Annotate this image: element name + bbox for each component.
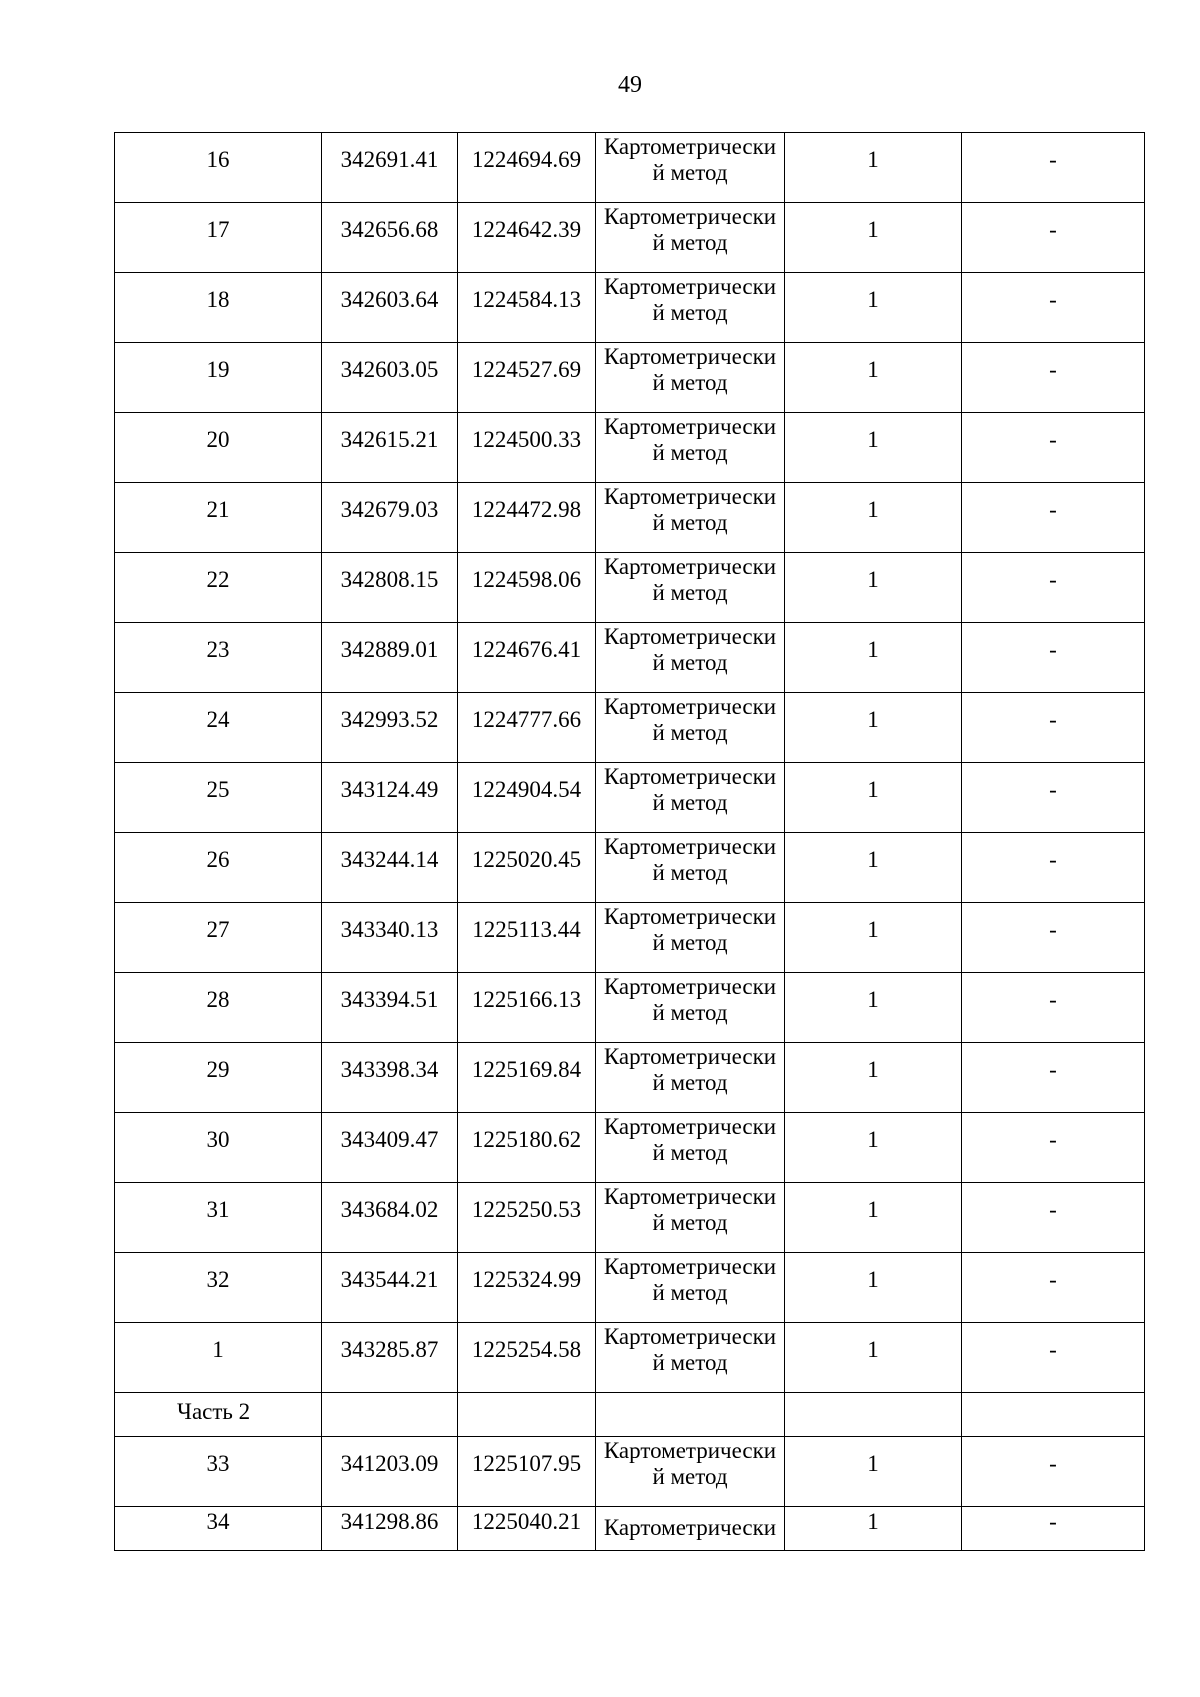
coord-y: 1225107.95	[458, 1437, 596, 1507]
accuracy-value: 1	[785, 1507, 962, 1551]
method-line-2: й метод	[652, 1000, 728, 1025]
coord-y: 1224584.13	[458, 273, 596, 343]
coord-x: 342603.64	[322, 273, 458, 343]
method-cell	[596, 1183, 785, 1253]
coord-x: 342656.68	[322, 203, 458, 273]
method-line-1: Картометрически	[603, 1324, 777, 1349]
accuracy-value: 1	[785, 973, 962, 1043]
method-line-1: Картометрически	[603, 624, 777, 649]
accuracy-value: 1	[785, 273, 962, 343]
description-value: -	[962, 763, 1145, 833]
method-line-1: Картометрически	[603, 344, 777, 369]
method-cell	[596, 623, 785, 693]
table-row	[115, 1253, 1145, 1323]
method-line-1: Картометрически	[603, 1515, 777, 1540]
accuracy-value: 1	[785, 1323, 962, 1393]
table-row	[115, 763, 1145, 833]
point-number: 23	[115, 623, 322, 693]
part-header-row	[115, 1393, 1145, 1437]
coord-y: 1225020.45	[458, 833, 596, 903]
description-value: -	[962, 693, 1145, 763]
coord-x: 343124.49	[322, 763, 458, 833]
coord-y: 1225324.99	[458, 1253, 596, 1323]
coord-y: 1224777.66	[458, 693, 596, 763]
description-value: -	[962, 273, 1145, 343]
method-line-2: й метод	[652, 230, 728, 255]
empty-cell	[962, 1393, 1145, 1437]
description-value: -	[962, 133, 1145, 203]
table-row	[115, 1507, 1145, 1551]
table-row	[115, 623, 1145, 693]
coord-y: 1225166.13	[458, 973, 596, 1043]
empty-cell	[785, 1393, 962, 1437]
coord-y: 1225169.84	[458, 1043, 596, 1113]
coord-x: 342691.41	[322, 133, 458, 203]
description-value: -	[962, 1253, 1145, 1323]
coord-y: 1224472.98	[458, 483, 596, 553]
table-row	[115, 343, 1145, 413]
method-line-2: й метод	[652, 1210, 728, 1235]
method-line-2: й метод	[652, 650, 728, 675]
method-line-2: й метод	[652, 580, 728, 605]
point-number: 34	[115, 1507, 322, 1551]
method-line-1: Картометрически	[603, 1184, 777, 1209]
table-row	[115, 903, 1145, 973]
method-line-1: Картометрически	[603, 554, 777, 579]
method-cell	[596, 1507, 785, 1551]
point-number: 24	[115, 693, 322, 763]
accuracy-value: 1	[785, 693, 962, 763]
description-value: -	[962, 1437, 1145, 1507]
method-cell	[596, 973, 785, 1043]
method-line-2: й метод	[652, 720, 728, 745]
description-value: -	[962, 483, 1145, 553]
coord-x: 343244.14	[322, 833, 458, 903]
method-cell	[596, 413, 785, 483]
accuracy-value: 1	[785, 903, 962, 973]
coord-y: 1225254.58	[458, 1323, 596, 1393]
coord-x: 341203.09	[322, 1437, 458, 1507]
coordinates-table	[114, 132, 1145, 1551]
coord-x: 343285.87	[322, 1323, 458, 1393]
method-line-1: Картометрически	[603, 834, 777, 859]
point-number: 25	[115, 763, 322, 833]
point-number: 26	[115, 833, 322, 903]
coord-y: 1225113.44	[458, 903, 596, 973]
table-row	[115, 1183, 1145, 1253]
method-line-2: й метод	[652, 440, 728, 465]
coord-y: 1224500.33	[458, 413, 596, 483]
point-number: 32	[115, 1253, 322, 1323]
coord-y: 1224642.39	[458, 203, 596, 273]
method-line-2: й метод	[652, 1350, 728, 1375]
table-row	[115, 413, 1145, 483]
point-number: 27	[115, 903, 322, 973]
coord-y: 1224598.06	[458, 553, 596, 623]
method-line-1: Картометрически	[603, 764, 777, 789]
method-cell	[596, 833, 785, 903]
part-1-rows	[115, 133, 1145, 1393]
empty-cell	[458, 1393, 596, 1437]
point-number: 30	[115, 1113, 322, 1183]
table-row	[115, 203, 1145, 273]
accuracy-value: 1	[785, 413, 962, 483]
accuracy-value: 1	[785, 483, 962, 553]
method-line-2: й метод	[652, 1140, 728, 1165]
part-2-rows	[115, 1393, 1145, 1551]
accuracy-value: 1	[785, 203, 962, 273]
table-row	[115, 553, 1145, 623]
description-value: -	[962, 413, 1145, 483]
point-number: 28	[115, 973, 322, 1043]
coord-y: 1225180.62	[458, 1113, 596, 1183]
accuracy-value: 1	[785, 343, 962, 413]
coord-x: 343340.13	[322, 903, 458, 973]
coord-y: 1225040.21	[458, 1507, 596, 1551]
coord-x: 343544.21	[322, 1253, 458, 1323]
point-number: 33	[115, 1437, 322, 1507]
description-value: -	[962, 1507, 1145, 1551]
method-line-1: Картометрически	[603, 1254, 777, 1279]
accuracy-value: 1	[785, 1437, 962, 1507]
table-row	[115, 273, 1145, 343]
page-number: 49	[618, 72, 642, 98]
method-line-2: й метод	[652, 1280, 728, 1305]
method-line-1: Картометрически	[603, 694, 777, 719]
coord-x: 342808.15	[322, 553, 458, 623]
point-number: 16	[115, 133, 322, 203]
method-line-2: й метод	[652, 790, 728, 815]
description-value: -	[962, 833, 1145, 903]
method-cell	[596, 763, 785, 833]
method-line-1: Картометрически	[603, 414, 777, 439]
method-cell	[596, 903, 785, 973]
point-number: 20	[115, 413, 322, 483]
coord-y: 1224676.41	[458, 623, 596, 693]
description-value: -	[962, 1183, 1145, 1253]
description-value: -	[962, 553, 1145, 623]
point-number: 1	[115, 1323, 322, 1393]
accuracy-value: 1	[785, 833, 962, 903]
method-cell	[596, 1043, 785, 1113]
point-number: 19	[115, 343, 322, 413]
accuracy-value: 1	[785, 1113, 962, 1183]
description-value: -	[962, 1113, 1145, 1183]
table-row	[115, 1043, 1145, 1113]
coord-x: 342603.05	[322, 343, 458, 413]
point-number: 22	[115, 553, 322, 623]
accuracy-value: 1	[785, 133, 962, 203]
method-line-2: й метод	[652, 860, 728, 885]
method-line-1: Картометрически	[603, 1438, 777, 1463]
method-cell	[596, 133, 785, 203]
method-line-2: й метод	[652, 160, 728, 185]
description-value: -	[962, 903, 1145, 973]
method-line-2: й метод	[652, 300, 728, 325]
method-line-2: й метод	[652, 1070, 728, 1095]
description-value: -	[962, 1043, 1145, 1113]
coord-x: 343398.34	[322, 1043, 458, 1113]
method-cell	[596, 1323, 785, 1393]
method-cell	[596, 1437, 785, 1507]
description-value: -	[962, 973, 1145, 1043]
coord-x: 342615.21	[322, 413, 458, 483]
method-cell	[596, 343, 785, 413]
point-number: 21	[115, 483, 322, 553]
coord-x: 342993.52	[322, 693, 458, 763]
table-row	[115, 1323, 1145, 1393]
coord-y: 1225250.53	[458, 1183, 596, 1253]
method-cell	[596, 553, 785, 623]
accuracy-value: 1	[785, 553, 962, 623]
description-value: -	[962, 343, 1145, 413]
method-line-2: й метод	[652, 510, 728, 535]
coord-y: 1224694.69	[458, 133, 596, 203]
method-line-1: Картометрически	[603, 904, 777, 929]
description-value: -	[962, 623, 1145, 693]
coord-x: 342679.03	[322, 483, 458, 553]
description-value: -	[962, 1323, 1145, 1393]
coord-y: 1224904.54	[458, 763, 596, 833]
method-line-1: Картометрически	[603, 204, 777, 229]
method-cell	[596, 1253, 785, 1323]
point-number: 17	[115, 203, 322, 273]
empty-cell	[322, 1393, 458, 1437]
coord-x: 341298.86	[322, 1507, 458, 1551]
method-line-1: Картометрически	[603, 274, 777, 299]
accuracy-value: 1	[785, 1043, 962, 1113]
method-line-1: Картометрически	[603, 974, 777, 999]
table-row	[115, 833, 1145, 903]
description-value: -	[962, 203, 1145, 273]
coord-x: 343394.51	[322, 973, 458, 1043]
table-row	[115, 483, 1145, 553]
method-line-1: Картометрически	[603, 484, 777, 509]
method-line-2: й метод	[652, 370, 728, 395]
point-number: 18	[115, 273, 322, 343]
coord-y: 1224527.69	[458, 343, 596, 413]
coord-x: 342889.01	[322, 623, 458, 693]
coord-x: 343409.47	[322, 1113, 458, 1183]
method-cell	[596, 1113, 785, 1183]
part-label: Часть 2	[115, 1393, 322, 1437]
point-number: 31	[115, 1183, 322, 1253]
table-row	[115, 973, 1145, 1043]
table-row	[115, 133, 1145, 203]
method-cell	[596, 483, 785, 553]
coord-x: 343684.02	[322, 1183, 458, 1253]
table-row	[115, 1113, 1145, 1183]
accuracy-value: 1	[785, 623, 962, 693]
accuracy-value: 1	[785, 763, 962, 833]
point-number: 29	[115, 1043, 322, 1113]
empty-cell	[596, 1393, 785, 1437]
method-cell	[596, 693, 785, 763]
accuracy-value: 1	[785, 1253, 962, 1323]
method-line-1: Картометрически	[603, 134, 777, 159]
method-cell	[596, 203, 785, 273]
method-line-1: Картометрически	[603, 1044, 777, 1069]
table-row	[115, 1437, 1145, 1507]
table-row	[115, 693, 1145, 763]
method-cell	[596, 273, 785, 343]
method-line-2: й метод	[652, 930, 728, 955]
method-line-1: Картометрически	[603, 1114, 777, 1139]
method-line-2: й метод	[652, 1464, 728, 1489]
accuracy-value: 1	[785, 1183, 962, 1253]
